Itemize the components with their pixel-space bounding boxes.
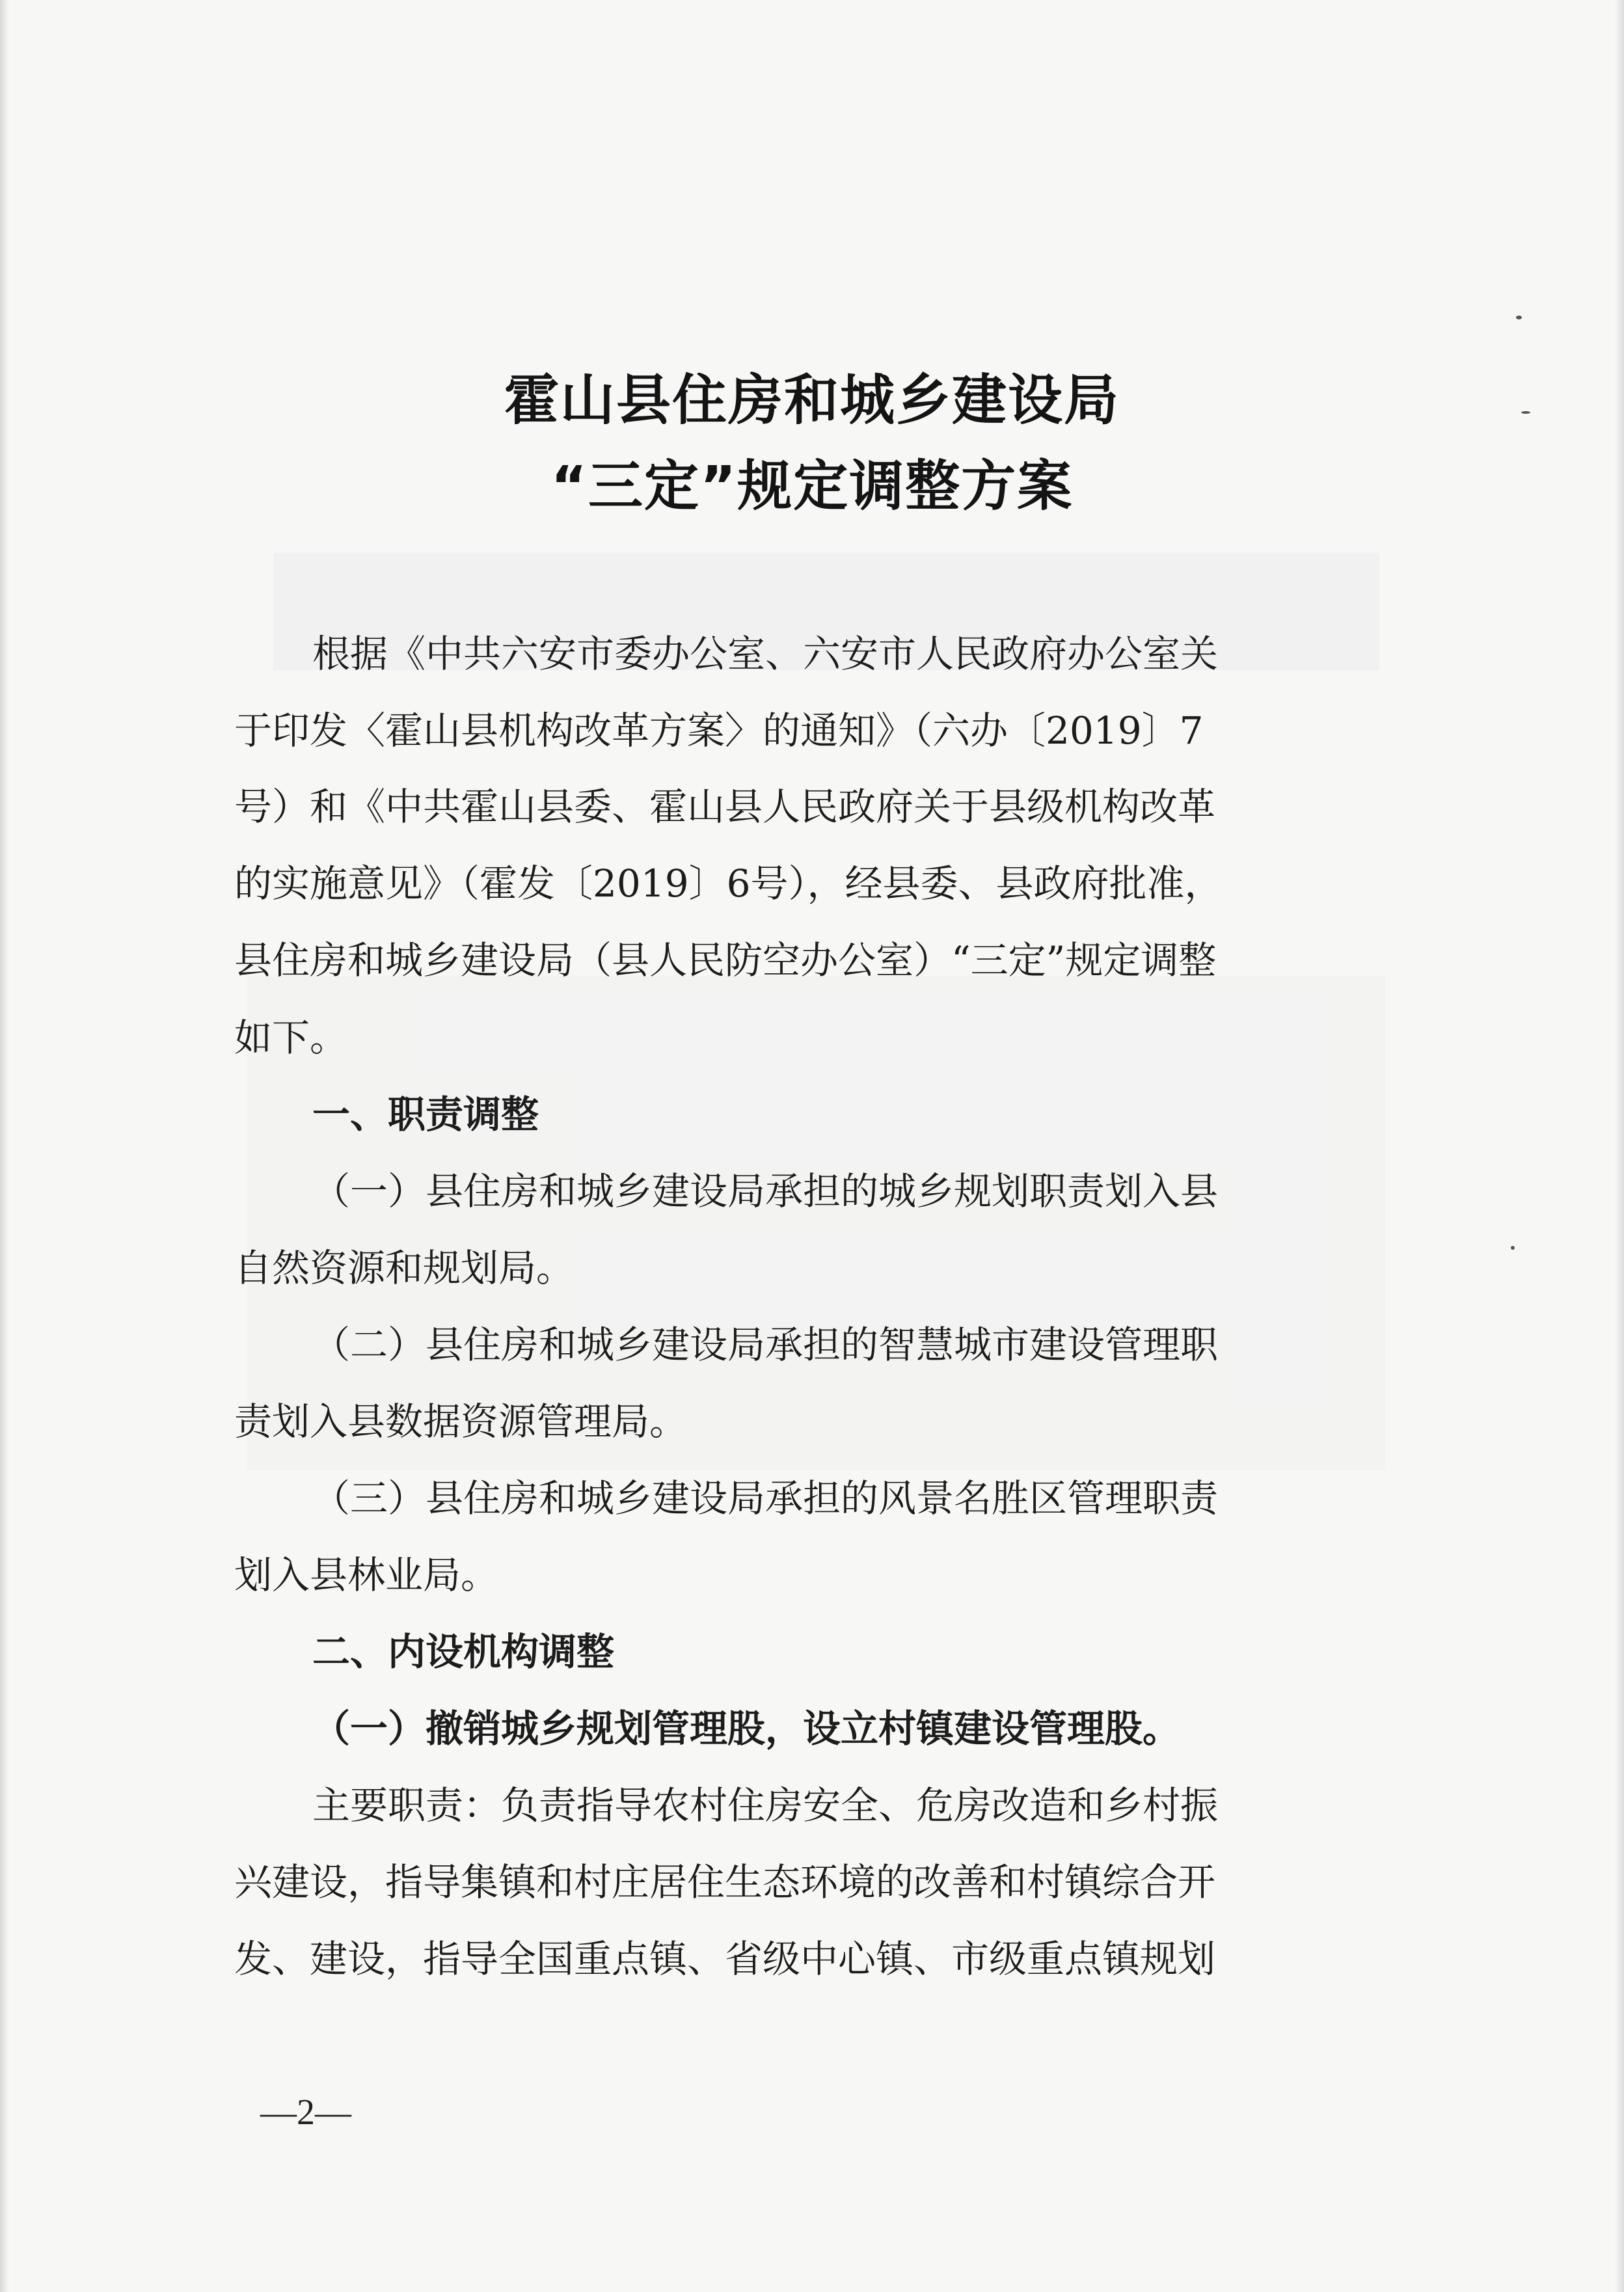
- body-line: 县住房和城乡建设局（县人民防空办公室）“三定”规定调整: [234, 938, 1217, 982]
- body-line: （一）撤销城乡规划管理股，设立村镇建设管理股。: [312, 1706, 1181, 1751]
- body-line: 如下。: [234, 1016, 348, 1060]
- body-line: 的实施意见》（霍发〔2019〕6号），经县委、县政府批准，: [234, 861, 1223, 906]
- scan-speck: [1521, 411, 1530, 414]
- body-line: 发、建设，指导全国重点镇、省级中心镇、市级重点镇规划: [234, 1937, 1216, 1981]
- body-line: 于印发〈霍山县机构改革方案〉的通知》（六办〔2019〕7: [234, 708, 1204, 753]
- body-line: 兴建设，指导集镇和村庄居住生态环境的改善和村镇综合开: [234, 1860, 1216, 1904]
- body-line: （一）县住房和城乡建设局承担的城乡规划职责划入县: [312, 1169, 1219, 1213]
- section-heading: 一、职责调整: [312, 1092, 539, 1137]
- body-line: （二）县住房和城乡建设局承担的智慧城市建设管理职: [312, 1323, 1219, 1367]
- scan-edge-right: [1615, 0, 1624, 2292]
- page-number: —2—: [260, 2092, 351, 2133]
- body-line: （三）县住房和城乡建设局承担的风景名胜区管理职责: [312, 1476, 1219, 1520]
- scan-edge-left: [0, 0, 9, 2292]
- scan-speck: [1511, 1246, 1515, 1250]
- body-line: 主要职责：负责指导农村住房安全、危房改造和乡村振: [312, 1783, 1219, 1827]
- document-title-line2: “三定”规定调整方案: [550, 454, 1074, 518]
- body-line: 自然资源和规划局。: [234, 1246, 575, 1290]
- body-line: 根据《中共六安市委办公室、六安市人民政府办公室关: [312, 632, 1219, 676]
- section-heading: 二、内设机构调整: [312, 1630, 615, 1674]
- body-line: 责划入县数据资源管理局。: [234, 1399, 688, 1444]
- body-line: 号）和《中共霍山县委、霍山县人民政府关于县级机构改革: [234, 785, 1216, 829]
- document-title-line1: 霍山县住房和城乡建设局: [504, 368, 1120, 432]
- body-line: 划入县林业局。: [234, 1553, 499, 1597]
- scan-speck: [1516, 316, 1522, 319]
